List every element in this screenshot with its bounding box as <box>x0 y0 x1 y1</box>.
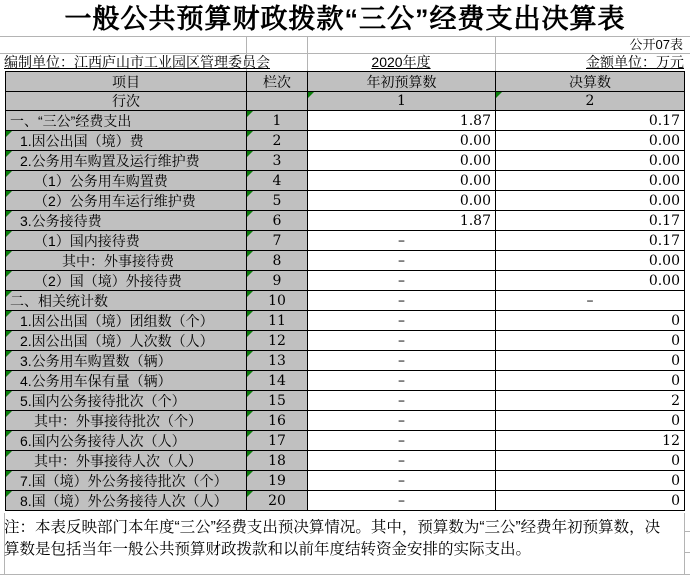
cell-value: – <box>398 312 405 329</box>
cell-flag-triangle-icon <box>6 131 12 137</box>
table-row <box>6 351 685 371</box>
cell-flag-triangle-icon <box>247 491 253 497</box>
cell-value: 2 <box>671 392 680 409</box>
table-row <box>6 191 685 211</box>
cell-value: 0 <box>671 452 680 469</box>
cell-value: – <box>398 252 405 269</box>
cell-value: – <box>398 472 405 489</box>
budget-cell <box>308 191 496 211</box>
cell-value: 8 <box>272 252 282 269</box>
cell-value: 7.国（境）外公务接待批次（个） <box>20 472 228 489</box>
cell-value: 6.国内公务接待人次（人） <box>20 432 186 449</box>
cell-flag-triangle-icon <box>247 291 253 297</box>
cell-value: 9 <box>272 272 282 289</box>
cell-flag-triangle-icon <box>6 371 12 377</box>
cell-value: 2.公务用车购置及运行维护费 <box>20 152 200 169</box>
cell-value: 10 <box>268 292 286 309</box>
table-code: 公开07表 <box>629 37 683 52</box>
line-cell <box>247 491 308 511</box>
cell-value: 其中：外事接待费 <box>62 252 174 269</box>
budget-cell <box>308 431 496 451</box>
header-final: 决算数 <box>496 72 685 92</box>
cell-flag-triangle-icon <box>247 171 253 177</box>
budget-cell <box>308 171 496 191</box>
budget-cell <box>308 311 496 331</box>
empty-cell <box>247 92 308 111</box>
cell-flag-triangle-icon <box>247 251 253 257</box>
cell-value: 3.公务接待费 <box>20 212 102 229</box>
item-cell <box>6 491 247 511</box>
note-line-1: 注：本表反映部门本年度“三公”经费支出预决算情况。其中，预算数为“三公”经费年初预算数，决 <box>4 519 661 536</box>
cell-value: 12 <box>268 332 286 349</box>
line-cell <box>247 191 308 211</box>
col-no-budget <box>308 92 496 111</box>
cell-value: 0 <box>671 372 680 389</box>
cell-flag-triangle-icon <box>6 391 12 397</box>
cell-value: 7 <box>272 232 282 249</box>
table-row <box>6 111 685 131</box>
cell-flag-triangle-icon <box>247 371 253 377</box>
cell-value: – <box>398 292 405 309</box>
final-cell <box>496 471 685 491</box>
final-cell <box>496 251 685 271</box>
cell-value: 二、相关统计数 <box>10 292 108 309</box>
cell-value: 18 <box>268 452 286 469</box>
table-row <box>6 311 685 331</box>
item-cell <box>6 291 247 311</box>
cell-value: （2）国（境）外接待费 <box>34 272 182 289</box>
line-cell <box>247 211 308 231</box>
cell-value: 0.00 <box>648 172 680 189</box>
item-cell <box>6 371 247 391</box>
page-title: 一般公共预算财政拨款“三公”经费支出决算表 <box>64 4 626 34</box>
line-cell <box>247 171 308 191</box>
cell-value: 2.因公出国（境）人次数（人） <box>20 332 214 349</box>
header-budget: 年初预算数 <box>308 72 496 92</box>
item-cell <box>6 411 247 431</box>
budget-cell <box>308 371 496 391</box>
table-row <box>6 411 685 431</box>
table-row <box>6 131 685 151</box>
table-body <box>6 111 685 511</box>
cell-value: 0.17 <box>648 212 680 229</box>
line-cell <box>247 411 308 431</box>
cell-flag-triangle-icon <box>247 331 253 337</box>
col-no-final-label: 2 <box>585 93 595 109</box>
item-cell <box>6 351 247 371</box>
table-row <box>6 471 685 491</box>
cell-value: 1 <box>272 112 282 129</box>
table-header-row <box>6 72 685 92</box>
cell-value: 0 <box>671 352 680 369</box>
cell-value: 3.公务用车购置数（辆） <box>20 352 172 369</box>
cell-value: – <box>586 292 594 309</box>
cell-flag-triangle-icon <box>247 211 253 217</box>
cell-value: 5.国内公务接待批次（个） <box>20 392 186 409</box>
final-cell <box>496 271 685 291</box>
cell-flag-triangle-icon <box>6 311 12 317</box>
cell-flag-triangle-icon <box>6 451 12 457</box>
gridline <box>0 574 690 575</box>
cell-value: 20 <box>268 492 286 509</box>
cell-value: （2）公务用车运行维护费 <box>34 192 196 209</box>
cell-value: 15 <box>268 392 286 409</box>
budget-cell <box>308 291 496 311</box>
cell-flag-triangle-icon <box>6 291 12 297</box>
header-col-index: 栏次 <box>247 72 308 92</box>
cell-value: 其中：外事接待人次（人） <box>34 452 202 469</box>
final-cell <box>496 351 685 371</box>
cell-flag-triangle-icon <box>247 191 253 197</box>
final-cell <box>496 431 685 451</box>
cell-flag-triangle-icon <box>496 92 502 98</box>
cell-flag-triangle-icon <box>247 111 253 117</box>
cell-value: 4 <box>272 172 282 189</box>
cell-flag-triangle-icon <box>247 411 253 417</box>
item-cell <box>6 431 247 451</box>
cell-value: – <box>398 352 405 369</box>
cell-value: – <box>398 412 405 429</box>
table-row <box>6 231 685 251</box>
cell-value: – <box>398 452 405 469</box>
cell-value: 1.因公出国（境）费 <box>20 132 144 149</box>
cell-flag-triangle-icon <box>247 471 253 477</box>
line-cell <box>247 451 308 471</box>
col-no-final <box>496 92 685 111</box>
cell-flag-triangle-icon <box>247 431 253 437</box>
cell-value: 其中：外事接待批次（个） <box>34 412 202 429</box>
cell-value: 0.00 <box>459 132 491 149</box>
budget-cell <box>308 491 496 511</box>
budget-cell <box>308 131 496 151</box>
final-cell <box>496 291 685 311</box>
cell-flag-triangle-icon <box>6 271 12 277</box>
amount-unit: 金额单位：万元 <box>586 54 684 70</box>
cell-flag-triangle-icon <box>6 331 12 337</box>
cell-value: 5 <box>272 192 282 209</box>
item-cell <box>6 251 247 271</box>
cell-value: 0.17 <box>648 112 680 129</box>
cell-value: （1）国内接待费 <box>34 232 140 249</box>
table-row <box>6 371 685 391</box>
cell-value: 0.17 <box>648 232 680 249</box>
table-row <box>6 491 685 511</box>
cell-value: 2 <box>272 132 282 149</box>
cell-flag-triangle-icon <box>247 311 253 317</box>
budget-cell <box>308 451 496 471</box>
cell-value: 1.87 <box>459 212 491 229</box>
line-cell <box>247 271 308 291</box>
final-cell <box>496 131 685 151</box>
cell-value: 0.00 <box>648 192 680 209</box>
cell-flag-triangle-icon <box>247 231 253 237</box>
final-cell <box>496 411 685 431</box>
cell-value: 0.00 <box>648 272 680 289</box>
item-cell <box>6 231 247 251</box>
cell-flag-triangle-icon <box>247 451 253 457</box>
cell-value: 19 <box>268 472 286 489</box>
table-row <box>6 211 685 231</box>
item-cell <box>6 131 247 151</box>
final-cell <box>496 191 685 211</box>
item-cell <box>6 331 247 351</box>
line-cell <box>247 151 308 171</box>
final-cell <box>496 231 685 251</box>
note-text <box>4 517 688 560</box>
cell-value: – <box>398 392 405 409</box>
cell-value: – <box>398 492 405 509</box>
cell-value: 12 <box>662 432 680 449</box>
col-no-budget-label: 1 <box>397 93 406 109</box>
row-label: 行次 <box>6 92 247 111</box>
cell-value: 17 <box>268 432 286 449</box>
cell-flag-triangle-icon <box>6 171 12 177</box>
cell-flag-triangle-icon <box>6 211 12 217</box>
item-cell <box>6 311 247 331</box>
line-cell <box>247 251 308 271</box>
cell-value: – <box>398 272 405 289</box>
note-line-2: 算数是包括当年一般公共预算财政拨款和以前年度结转资金安排的实际支出。 <box>4 540 532 558</box>
cell-value: 0.00 <box>459 152 491 169</box>
final-cell <box>496 151 685 171</box>
cell-flag-triangle-icon <box>247 151 253 157</box>
cell-value: 16 <box>268 412 286 429</box>
cell-value: 4.公务用车保有量（辆） <box>20 372 172 389</box>
table-row <box>6 431 685 451</box>
prepared-by: 编制单位：江西庐山市工业园区管理委员会 <box>4 54 270 70</box>
cell-flag-triangle-icon <box>308 92 314 98</box>
cell-flag-triangle-icon <box>6 351 12 357</box>
budget-cell <box>308 211 496 231</box>
cell-value: 0 <box>671 492 680 509</box>
item-cell <box>6 171 247 191</box>
budget-cell <box>308 271 496 291</box>
item-cell <box>6 471 247 491</box>
cell-value: – <box>398 232 405 249</box>
cell-value: – <box>398 432 405 449</box>
item-cell <box>6 191 247 211</box>
meta-row <box>0 54 690 71</box>
cell-flag-triangle-icon <box>6 151 12 157</box>
budget-cell <box>308 151 496 171</box>
cell-flag-triangle-icon <box>6 411 12 417</box>
cell-flag-triangle-icon <box>6 491 12 497</box>
cell-flag-triangle-icon <box>247 131 253 137</box>
cell-value: 0 <box>671 312 680 329</box>
cell-value: 0 <box>671 332 680 349</box>
budget-cell <box>308 331 496 351</box>
cell-value: 0 <box>671 472 680 489</box>
table-row <box>6 151 685 171</box>
line-cell <box>247 291 308 311</box>
header-item: 项目 <box>6 72 247 92</box>
table-subheader-row <box>6 92 685 111</box>
table-row <box>6 271 685 291</box>
line-cell <box>247 431 308 451</box>
final-cell <box>496 331 685 351</box>
line-cell <box>247 231 308 251</box>
cell-value: 11 <box>268 312 286 329</box>
cell-flag-triangle-icon <box>6 191 12 197</box>
cell-flag-triangle-icon <box>6 431 12 437</box>
cell-value: 0 <box>671 412 680 429</box>
item-cell <box>6 391 247 411</box>
line-cell <box>247 111 308 131</box>
final-cell <box>496 371 685 391</box>
cell-value: 3 <box>272 152 282 169</box>
fiscal-year: 2020年度 <box>371 54 431 70</box>
final-cell <box>496 311 685 331</box>
budget-cell <box>308 231 496 251</box>
final-cell <box>496 391 685 411</box>
cell-value: 一、“三公”经费支出 <box>10 112 132 129</box>
line-cell <box>247 391 308 411</box>
table-row <box>6 251 685 271</box>
cell-value: 0.00 <box>459 192 491 209</box>
cell-flag-triangle-icon <box>247 351 253 357</box>
cell-flag-triangle-icon <box>6 231 12 237</box>
cell-value: 0.00 <box>648 252 680 269</box>
item-cell <box>6 111 247 131</box>
cell-value: （1）公务用车购置费 <box>34 172 168 189</box>
cell-value: 13 <box>268 352 286 369</box>
final-cell <box>496 171 685 191</box>
cell-flag-triangle-icon <box>247 271 253 277</box>
cell-value: 0.00 <box>459 172 491 189</box>
cell-value: – <box>398 332 405 349</box>
line-cell <box>247 131 308 151</box>
final-cell <box>496 211 685 231</box>
final-cell <box>496 111 685 131</box>
cell-flag-triangle-icon <box>247 391 253 397</box>
item-cell <box>6 211 247 231</box>
table-row <box>6 451 685 471</box>
cell-value: 1.因公出国（境）团组数（个） <box>20 312 214 329</box>
cell-value: – <box>398 372 405 389</box>
cell-value: 0.00 <box>648 132 680 149</box>
line-cell <box>247 371 308 391</box>
item-cell <box>6 151 247 171</box>
item-cell <box>6 271 247 291</box>
budget-cell <box>308 351 496 371</box>
table-row <box>6 391 685 411</box>
cell-flag-triangle-icon <box>6 471 12 477</box>
table-row <box>6 291 685 311</box>
budget-cell <box>308 471 496 491</box>
cell-value: 1.87 <box>459 112 491 129</box>
cell-flag-triangle-icon <box>6 251 12 257</box>
table-row <box>6 331 685 351</box>
final-cell <box>496 451 685 471</box>
gridline <box>0 36 690 37</box>
cell-value: 6 <box>272 212 282 229</box>
budget-cell <box>308 391 496 411</box>
budget-cell <box>308 251 496 271</box>
line-cell <box>247 331 308 351</box>
item-cell <box>6 451 247 471</box>
line-cell <box>247 471 308 491</box>
final-cell <box>496 491 685 511</box>
cell-value: 0.00 <box>648 152 680 169</box>
cell-value: 14 <box>268 372 286 389</box>
budget-cell <box>308 411 496 431</box>
budget-table <box>5 71 685 511</box>
line-cell <box>247 311 308 331</box>
cell-value: 8.国（境）外公务接待人次（人） <box>20 492 228 509</box>
budget-cell <box>308 111 496 131</box>
table-row <box>6 171 685 191</box>
line-cell <box>247 351 308 371</box>
